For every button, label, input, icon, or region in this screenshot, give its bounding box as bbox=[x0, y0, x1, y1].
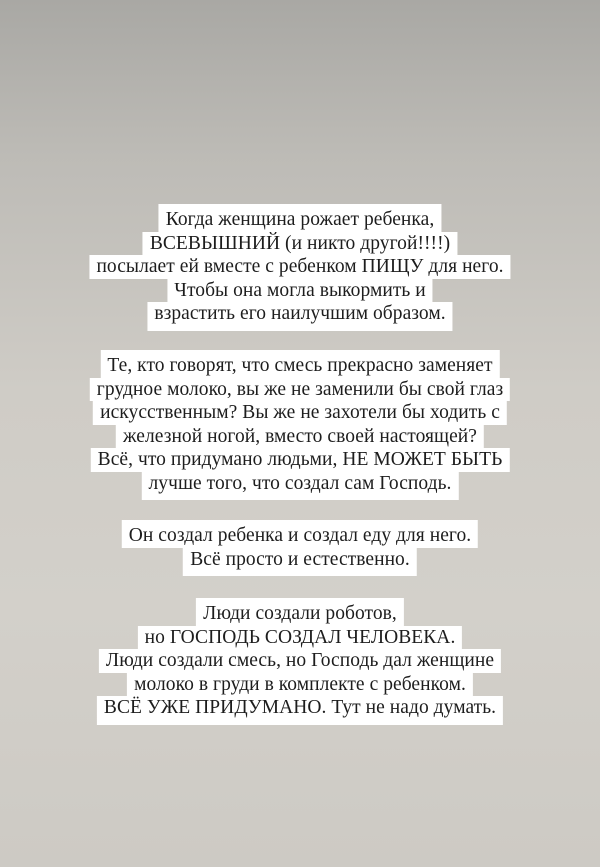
text-line: Люди создали роботов, bbox=[196, 598, 404, 626]
text-line: молоко в груди в комплекте с ребенком. bbox=[127, 673, 473, 697]
text-line: лучше того, что создал сам Господь. bbox=[142, 472, 459, 501]
text-line: но ГОСПОДЬ СОЗДАЛ ЧЕЛОВЕКА. bbox=[138, 626, 463, 650]
text-line: ВСЁ УЖЕ ПРИДУМАНО. Тут не надо думать. bbox=[97, 696, 503, 725]
text-line: грудное молоко, вы же не заменили бы свой глаз bbox=[90, 378, 510, 402]
text-line: посылает ей вместе с ребенком ПИЩУ для него. bbox=[89, 255, 510, 279]
text-block-robots bbox=[97, 598, 503, 725]
text-line: Всё просто и естественно. bbox=[183, 548, 417, 577]
text-block-simple bbox=[122, 520, 478, 576]
text-line: взрастить его наилучшим образом. bbox=[147, 302, 452, 331]
text-block-formula bbox=[90, 350, 510, 500]
text-line: искусственным? Вы же не захотели бы ходить с bbox=[93, 401, 507, 425]
text-line: Он создал ребенка и создал еду для него. bbox=[122, 520, 478, 548]
text-line: Когда женщина рожает ребенка, bbox=[159, 204, 442, 232]
text-line: ВСЕВЫШНИЙ (и никто другой!!!!) bbox=[143, 232, 457, 256]
text-block-birth bbox=[89, 204, 510, 331]
text-line: Всё, что придумано людьми, НЕ МОЖЕТ БЫТЬ bbox=[91, 448, 510, 472]
text-line: Чтобы она могла выкормить и bbox=[167, 279, 433, 303]
text-line: Те, кто говорят, что смесь прекрасно заменяет bbox=[100, 350, 499, 378]
text-line: Люди создали смесь, но Господь дал женщине bbox=[99, 649, 501, 673]
text-line: железной ногой, вместо своей настоящей? bbox=[116, 425, 484, 449]
